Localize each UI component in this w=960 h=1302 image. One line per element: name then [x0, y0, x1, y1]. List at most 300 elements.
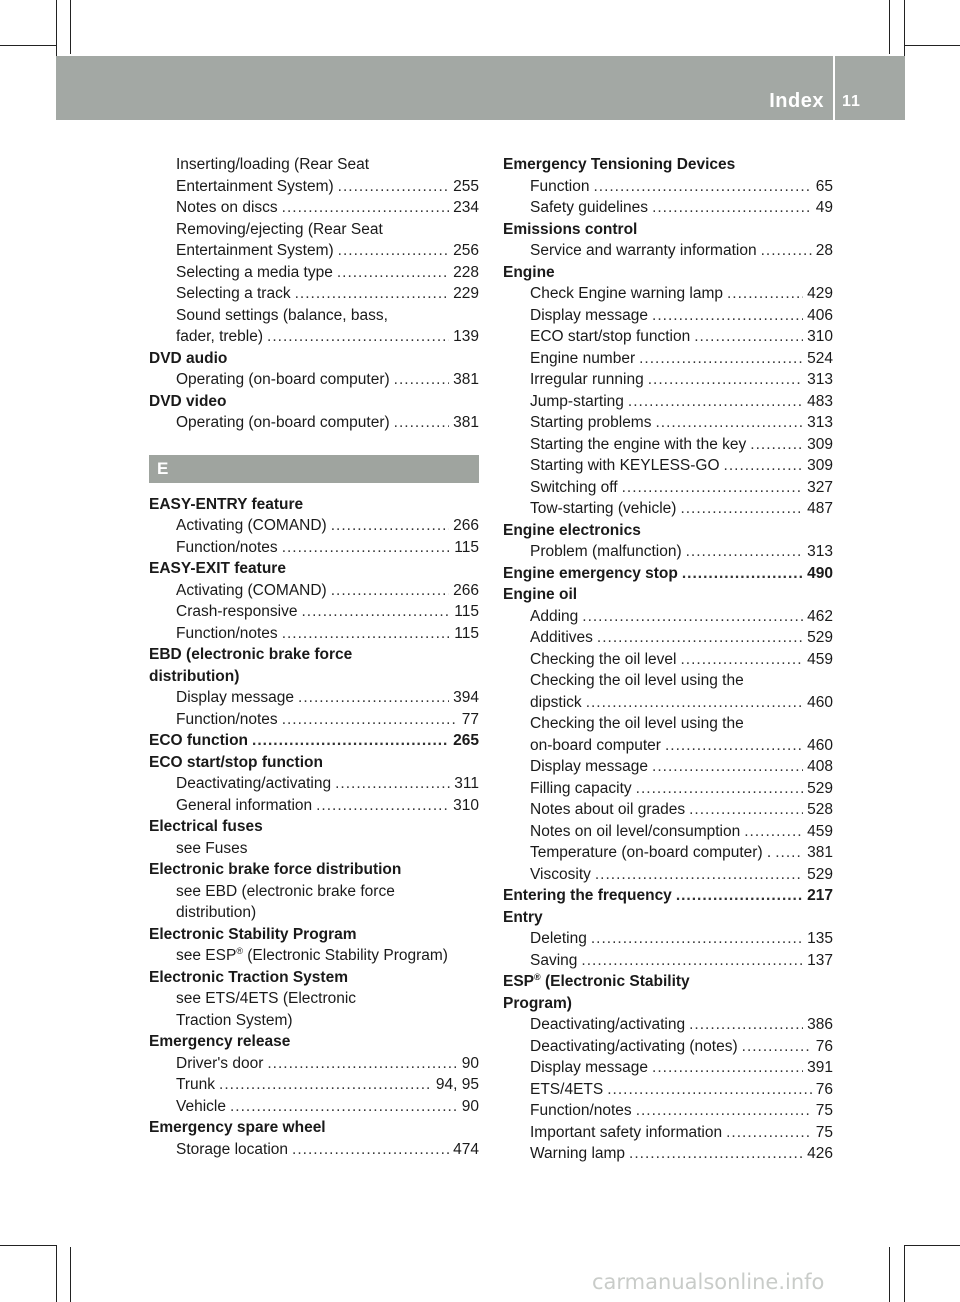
index-heading [149, 1031, 479, 1053]
page-ref: 483 [807, 392, 833, 410]
entry-label: Electrical fuses [149, 818, 263, 835]
entry-label: Electronic Traction System [149, 968, 348, 986]
crop-mark [70, 1247, 71, 1302]
leader-dots [607, 1079, 812, 1101]
index-heading [503, 885, 833, 907]
leader-dots [652, 197, 812, 219]
leader-dots [727, 283, 803, 305]
page-ref: 75 [815, 1123, 833, 1141]
crop-mark [904, 0, 905, 56]
entry-label: Activating (COMAND) [176, 581, 327, 599]
leader-dots [628, 391, 803, 413]
entry-label: Checking the oil level using the [530, 672, 744, 689]
leader-dots [595, 864, 803, 886]
leader-dots [338, 176, 449, 198]
page-ref: 265 [453, 732, 479, 749]
index-heading [149, 1117, 479, 1139]
leader-dots [636, 778, 803, 800]
entry-label: Function/notes [176, 710, 278, 728]
crop-mark [904, 45, 960, 46]
index-subentry [149, 838, 479, 860]
index-subentry [503, 950, 833, 972]
index-entries-after [149, 494, 479, 1161]
index-subentry [503, 1036, 833, 1058]
entry-label: Display message [530, 758, 649, 775]
index-subentry [149, 515, 479, 537]
index-heading [503, 907, 833, 929]
index-subentry [503, 1143, 833, 1165]
index-heading [149, 494, 479, 516]
index-heading [149, 967, 479, 989]
entry-label: Removing/ejecting (Rear Seat [176, 220, 383, 238]
index-heading [149, 816, 479, 838]
index-subentry [503, 821, 833, 843]
index-heading [503, 520, 833, 542]
index-subentry [149, 197, 479, 219]
page-ref: 217 [807, 887, 833, 904]
entry-label: Service and warranty information [530, 242, 757, 259]
entry-label: see ETS/4ETS (Electronic [176, 990, 357, 1007]
entry-label: Engine [503, 263, 555, 281]
index-subentry [149, 795, 479, 817]
leader-dots [680, 649, 803, 671]
entry-label: ETS/4ETS [530, 1080, 604, 1098]
page-ref: 459 [807, 822, 833, 840]
page-ref: 266 [453, 517, 479, 534]
entry-label: Warning lamp [530, 1145, 626, 1162]
index-subentry [503, 928, 833, 950]
leader-dots [648, 369, 803, 391]
index-subentry [149, 537, 479, 559]
index-subentry [503, 197, 833, 219]
entry-label: Saving [530, 951, 578, 969]
entry-label: Driver's door [176, 1054, 264, 1072]
index-subentry [503, 692, 833, 714]
index-subentry [149, 262, 479, 284]
index-heading [149, 391, 479, 413]
crop-mark [56, 1245, 57, 1302]
leader-dots [724, 455, 804, 477]
page-ref: 429 [807, 285, 833, 302]
page-ref: 310 [807, 328, 833, 345]
leader-dots [394, 369, 449, 391]
index-subentry [503, 1122, 833, 1144]
entry-label: DVD audio [149, 349, 228, 367]
page-ref: 381 [807, 844, 833, 861]
index-subentry [149, 219, 479, 241]
entry-label: Additives [530, 629, 593, 646]
index-subentry [503, 412, 833, 434]
index-subentry [503, 1057, 833, 1079]
index-heading [149, 752, 479, 774]
entry-label: distribution) [149, 667, 240, 685]
index-subentry [503, 713, 833, 735]
index-subentry [149, 902, 479, 924]
index-subentry [149, 154, 479, 176]
index-column-right [503, 154, 833, 1165]
index-subentry [503, 670, 833, 692]
leader-dots [586, 692, 803, 714]
entry-label: ECO start/stop function [149, 753, 323, 771]
page-ref: 529 [807, 629, 833, 646]
entry-label: see EBD (electronic brake force [176, 882, 395, 900]
entry-label: Program) [503, 994, 572, 1012]
index-subentry [149, 1096, 479, 1118]
leader-dots [230, 1096, 458, 1118]
page-ref: 474 [453, 1140, 479, 1158]
page-ref: 115 [454, 538, 479, 556]
entry-label: Inserting/loading (Rear Seat [176, 156, 370, 173]
leader-dots [676, 885, 803, 907]
crop-mark [70, 0, 71, 54]
entry-label: Deactivating/activating [176, 775, 332, 792]
page-ref: 76 [815, 1037, 833, 1055]
entry-label: Entertainment System) [176, 177, 334, 195]
entry-label: Traction System) [176, 1011, 293, 1029]
leader-dots [292, 1139, 449, 1161]
entry-label: Check Engine warning lamp [530, 285, 723, 302]
entry-label: Emissions control [503, 220, 638, 238]
leader-dots [331, 515, 449, 537]
index-subentry [503, 541, 833, 563]
page-ref: 528 [807, 801, 833, 818]
index-heading [503, 262, 833, 284]
page-ref: 524 [807, 349, 833, 367]
entry-label: Notes on discs [176, 199, 278, 216]
leader-dots [282, 197, 449, 219]
leader-dots [593, 176, 811, 198]
leader-dots [652, 305, 803, 327]
entry-label: Starting the engine with the key [530, 435, 747, 453]
index-heading [503, 993, 833, 1015]
page-ref: 310 [453, 796, 479, 814]
entry-label: Jump-starting [530, 392, 624, 410]
page-ref: 462 [807, 607, 833, 625]
entry-label: Irregular running [530, 371, 644, 388]
entry-label: Emergency Tensioning Devices [503, 156, 736, 173]
index-subentry [503, 778, 833, 800]
index-subentry [149, 1053, 479, 1075]
page-ref: 408 [807, 758, 833, 775]
entry-label: Activating (COMAND) [176, 517, 327, 534]
entry-label: Checking the oil level using the [530, 715, 744, 732]
entry-label: Operating (on-board computer) [176, 414, 390, 431]
entry-label: Notes on oil level/consumption [530, 822, 741, 840]
leader-dots [219, 1074, 432, 1096]
leader-dots [665, 735, 803, 757]
index-heading [149, 348, 479, 370]
entry-label: Filling capacity [530, 779, 632, 797]
index-heading [149, 644, 479, 666]
index-subentry [149, 1139, 479, 1161]
entry-label: Crash-responsive [176, 603, 298, 620]
page-ref: 65 [815, 177, 833, 195]
index-subentry [149, 283, 479, 305]
page-ref: 529 [807, 779, 833, 797]
entry-label: Temperature (on-board computer) . [530, 844, 772, 861]
leader-dots [316, 795, 449, 817]
page-ref: 406 [807, 306, 833, 324]
entry-label: distribution) [176, 904, 257, 921]
page-ref: 77 [461, 710, 479, 728]
page-ref: 137 [807, 951, 833, 969]
page-ref: 309 [807, 435, 833, 453]
index-heading [503, 219, 833, 241]
leader-dots [591, 928, 803, 950]
leader-dots [295, 283, 450, 305]
index-column-left [149, 154, 479, 1160]
index-subentry [503, 391, 833, 413]
leader-dots [655, 412, 803, 434]
page-ref: 139 [453, 328, 479, 345]
entry-label: see Fuses [176, 839, 248, 857]
entry-label: Notes about oil grades [530, 801, 686, 818]
page-ref: 228 [453, 263, 479, 281]
index-entries [503, 154, 833, 1165]
page-ref: 529 [807, 865, 833, 883]
index-heading [149, 924, 479, 946]
section-letter: E [149, 455, 479, 483]
page-ref: 313 [807, 414, 833, 431]
entry-label: Operating (on-board computer) [176, 371, 390, 388]
entry-label: Trunk [176, 1076, 216, 1093]
leader-dots [252, 730, 449, 752]
entry-label: Switching off [530, 478, 618, 496]
index-subentry [503, 240, 833, 262]
index-subentry [149, 240, 479, 262]
entry-label: Vehicle [176, 1097, 226, 1115]
index-heading [503, 154, 833, 176]
index-subentry [503, 369, 833, 391]
header-divider [833, 56, 835, 120]
leader-dots [652, 1057, 803, 1079]
leader-dots [682, 563, 803, 585]
page-ref: 115 [454, 624, 479, 642]
crop-mark [0, 1245, 56, 1246]
leader-dots [680, 498, 803, 520]
crop-mark [904, 1245, 905, 1302]
page-ref: 309 [807, 457, 833, 474]
registered-mark: ® [534, 972, 541, 982]
entry-label: Important safety information [530, 1123, 723, 1141]
index-subentry [149, 945, 479, 967]
page-ref: 229 [453, 285, 479, 302]
leader-dots [750, 434, 803, 456]
index-subentry [149, 1010, 479, 1032]
entry-label: Display message [530, 1059, 649, 1076]
index-subentry [503, 477, 833, 499]
index-subentry [503, 1014, 833, 1036]
page-number: 11 [842, 93, 861, 110]
leader-dots [629, 1143, 803, 1165]
entry-label: (Electronic Stability [540, 973, 690, 990]
crop-mark [56, 0, 57, 56]
index-subentry [503, 606, 833, 628]
index-heading [149, 558, 479, 580]
leader-dots [622, 477, 804, 499]
page-ref: 75 [815, 1102, 833, 1119]
leader-dots [267, 326, 449, 348]
leader-dots [652, 756, 803, 778]
page-ref: 459 [807, 650, 833, 668]
leader-dots [775, 842, 803, 864]
leader-dots [744, 821, 803, 843]
index-heading [149, 730, 479, 752]
index-subentry [149, 709, 479, 731]
entry-label: fader, treble) [176, 328, 264, 345]
page-ref: 426 [807, 1145, 833, 1162]
index-subentry [503, 649, 833, 671]
leader-dots [582, 606, 803, 628]
entry-label: Emergency release [149, 1033, 291, 1050]
index-entries-before [149, 154, 479, 434]
leader-dots [301, 601, 450, 623]
entry-label: Storage location [176, 1140, 289, 1158]
leader-dots [282, 709, 458, 731]
entry-label: Selecting a media type [176, 263, 333, 281]
entry-label: Function/notes [530, 1102, 632, 1119]
page-ref: 460 [807, 693, 833, 711]
entry-label: Entry [503, 908, 543, 926]
leader-dots [694, 326, 803, 348]
entry-label: Emergency spare wheel [149, 1119, 326, 1136]
index-subentry [503, 1100, 833, 1122]
entry-label: Function/notes [176, 538, 278, 556]
page-ref: 266 [453, 581, 479, 599]
leader-dots [686, 541, 804, 563]
entry-label: Starting problems [530, 414, 652, 431]
leader-dots [581, 950, 803, 972]
index-heading [503, 971, 833, 993]
entry-label: Checking the oil level [530, 650, 677, 668]
index-heading [503, 563, 833, 585]
index-subentry [149, 1074, 479, 1096]
leader-dots [338, 240, 449, 262]
index-heading [149, 859, 479, 881]
page-ref: 313 [807, 371, 833, 388]
page-ref: 94, 95 [435, 1076, 479, 1093]
index-subentry [149, 326, 479, 348]
page-ref: 311 [454, 775, 479, 792]
entry-label: Deactivating/activating (notes) [530, 1037, 738, 1055]
crop-mark [889, 1247, 890, 1302]
entry-label: Function [530, 177, 590, 195]
page-ref: 28 [815, 242, 833, 259]
index-subentry [503, 348, 833, 370]
entry-label: ECO start/stop function [530, 328, 691, 345]
entry-label: Starting with KEYLESS-GO [530, 457, 720, 474]
leader-dots [742, 1036, 812, 1058]
page-ref: 391 [807, 1059, 833, 1076]
entry-label: dipstick [530, 693, 582, 711]
index-subentry [503, 842, 833, 864]
page-ref: 313 [807, 543, 833, 560]
entry-label: Electronic Stability Program [149, 925, 357, 943]
entry-label: DVD video [149, 392, 227, 410]
index-subentry [149, 305, 479, 327]
page-ref: 386 [807, 1016, 833, 1033]
entry-label: Problem (malfunction) [530, 543, 682, 560]
index-heading [149, 666, 479, 688]
crop-mark [0, 45, 56, 46]
leader-dots [298, 687, 449, 709]
index-subentry [149, 601, 479, 623]
entry-label: (Electronic Stability Program) [242, 947, 448, 964]
page-ref: 490 [807, 564, 833, 582]
leader-dots [726, 1122, 812, 1144]
entry-label: Sound settings (balance, bass, [176, 306, 388, 324]
page-ref: 90 [461, 1097, 479, 1115]
index-subentry [503, 455, 833, 477]
index-subentry [503, 756, 833, 778]
page-ref: 381 [453, 414, 479, 431]
leader-dots [761, 240, 812, 262]
index-subentry [149, 369, 479, 391]
entry-label: Tow-starting (vehicle) [530, 500, 677, 517]
leader-dots [335, 773, 450, 795]
index-subentry [149, 623, 479, 645]
entry-label: see ESP [176, 947, 237, 964]
entry-label: General information [176, 796, 313, 814]
page-ref: 115 [454, 603, 479, 620]
page-ref: 381 [453, 371, 479, 388]
index-subentry [503, 305, 833, 327]
entry-label: EASY-ENTRY feature [149, 495, 304, 513]
index-subentry [503, 1079, 833, 1101]
entry-label: Function/notes [176, 624, 278, 642]
index-subentry [149, 687, 479, 709]
page-ref: 234 [453, 199, 479, 216]
index-subentry [503, 498, 833, 520]
index-subentry [149, 988, 479, 1010]
leader-dots [639, 348, 803, 370]
index-subentry [149, 580, 479, 602]
index-subentry [503, 283, 833, 305]
leader-dots [636, 1100, 812, 1122]
leader-dots [282, 537, 451, 559]
entry-label: Entertainment System) [176, 242, 334, 259]
index-subentry [149, 412, 479, 434]
page-ref: 460 [807, 736, 833, 754]
index-subentry [149, 176, 479, 198]
page-title: Index [769, 90, 824, 112]
entry-label: EBD (electronic brake force [149, 646, 353, 663]
leader-dots [337, 262, 449, 284]
leader-dots [394, 412, 449, 434]
index-subentry [503, 326, 833, 348]
entry-label: Selecting a track [176, 285, 291, 302]
leader-dots [282, 623, 451, 645]
entry-label: Deactivating/activating [530, 1016, 686, 1033]
entry-label: Engine number [530, 349, 636, 367]
entry-label: Display message [176, 689, 295, 706]
crop-mark [904, 1245, 960, 1246]
entry-label: Deleting [530, 930, 587, 947]
page-ref: 49 [815, 199, 833, 216]
entry-label: Engine oil [503, 586, 578, 603]
entry-label: Adding [530, 607, 579, 625]
entry-label: Engine emergency stop [503, 564, 678, 582]
index-subentry [503, 627, 833, 649]
page-ref: 394 [453, 689, 479, 706]
leader-dots [331, 580, 449, 602]
page-ref: 256 [453, 242, 479, 259]
entry-label: ECO function [149, 732, 249, 749]
leader-dots [689, 799, 803, 821]
index-subentry [503, 434, 833, 456]
leader-dots [597, 627, 803, 649]
entry-label: Electronic brake force distribution [149, 861, 402, 878]
